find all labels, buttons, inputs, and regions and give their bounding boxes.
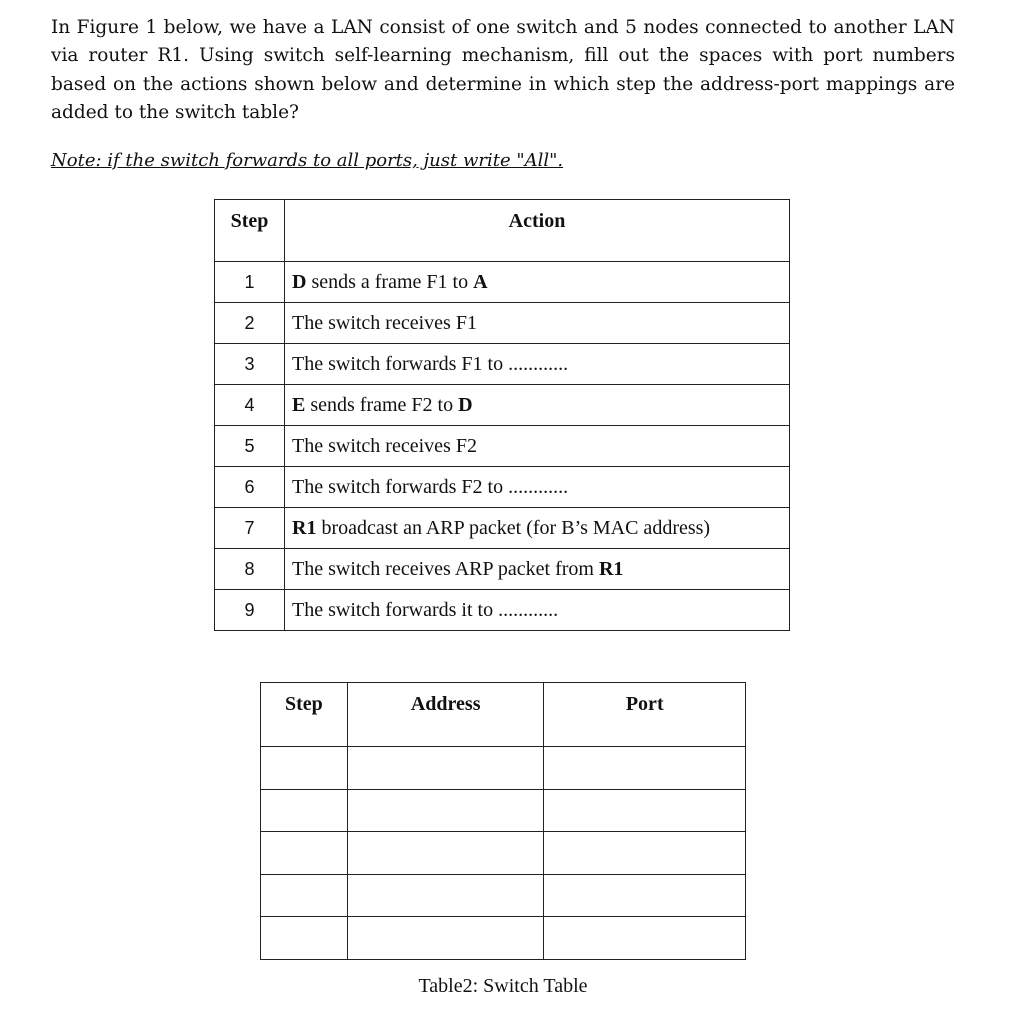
action-text xyxy=(285,344,790,385)
action-text xyxy=(285,508,790,549)
step-number: 5 xyxy=(215,426,285,467)
table-row xyxy=(215,426,790,467)
action-text xyxy=(285,385,790,426)
action-text xyxy=(285,303,790,344)
action-description: broadcast an ARP packet (for B’s MAC address) xyxy=(316,516,711,539)
action-text xyxy=(285,549,790,590)
port-cell[interactable] xyxy=(544,789,746,832)
action-text xyxy=(285,467,790,508)
step-number: 8 xyxy=(215,549,285,590)
table-row xyxy=(215,262,790,303)
step-cell[interactable] xyxy=(261,917,348,960)
port-cell[interactable] xyxy=(544,747,746,790)
step-number: 1 xyxy=(215,262,285,303)
action-description: The switch forwards F2 to ............ xyxy=(292,475,569,498)
table-row xyxy=(261,917,746,960)
action-text xyxy=(285,262,790,303)
question-text: In Figure 1 below, we have a LAN consist of one switch and 5 nodes connected to another LAN via router R1. Using switch self-learning mechanism, fill out the spaces with port numbers based on the actions shown below and determine in which step the address-port mappings are added to the switch table? xyxy=(51,17,955,123)
step-cell[interactable] xyxy=(261,747,348,790)
step-number: 2 xyxy=(215,303,285,344)
header-step: Step xyxy=(215,200,285,262)
table-row xyxy=(261,789,746,832)
action-description: sends a frame F1 to xyxy=(306,270,474,293)
address-cell[interactable] xyxy=(347,747,544,790)
action-description: The switch forwards it to ............ xyxy=(292,598,559,621)
action-target: R1 xyxy=(598,557,624,580)
port-cell[interactable] xyxy=(544,874,746,917)
action-subject: D xyxy=(292,270,307,293)
actions-table-header-row xyxy=(215,200,790,262)
action-description: sends frame F2 to xyxy=(305,393,459,416)
address-cell[interactable] xyxy=(347,917,544,960)
table-row xyxy=(215,467,790,508)
address-cell[interactable] xyxy=(347,832,544,875)
table-row xyxy=(261,747,746,790)
step-number: 4 xyxy=(215,385,285,426)
actions-table xyxy=(214,199,790,631)
action-description: The switch forwards F1 to ............ xyxy=(292,352,569,375)
table-row xyxy=(215,508,790,549)
switch-table xyxy=(260,682,746,960)
header-action: Action xyxy=(285,200,790,262)
table-row xyxy=(215,590,790,631)
step-number: 6 xyxy=(215,467,285,508)
action-description: The switch receives ARP packet from xyxy=(292,557,599,580)
action-text xyxy=(285,590,790,631)
action-text xyxy=(285,426,790,467)
table-row xyxy=(261,832,746,875)
action-subject: R1 xyxy=(292,516,317,539)
port-cell[interactable] xyxy=(544,832,746,875)
note-text: Note: if the switch forwards to all ports, just write "All". xyxy=(51,150,564,171)
action-description: The switch receives F2 xyxy=(292,434,477,457)
header-step: Step xyxy=(261,683,348,747)
table-row xyxy=(215,344,790,385)
step-cell[interactable] xyxy=(261,874,348,917)
action-target: D xyxy=(458,393,473,416)
table-caption: Table2: Switch Table xyxy=(418,975,588,997)
step-number: 7 xyxy=(215,508,285,549)
port-cell[interactable] xyxy=(544,917,746,960)
address-cell[interactable] xyxy=(347,789,544,832)
step-cell[interactable] xyxy=(261,789,348,832)
header-address: Address xyxy=(347,683,544,747)
step-number: 9 xyxy=(215,590,285,631)
table-row xyxy=(215,303,790,344)
address-cell[interactable] xyxy=(347,874,544,917)
table-row xyxy=(215,549,790,590)
switch-table-header-row xyxy=(261,683,746,747)
table-row xyxy=(215,385,790,426)
table-row xyxy=(261,874,746,917)
step-cell[interactable] xyxy=(261,832,348,875)
action-target: A xyxy=(473,270,488,293)
action-subject: E xyxy=(292,393,306,416)
step-number: 3 xyxy=(215,344,285,385)
header-port: Port xyxy=(544,683,746,747)
action-description: The switch receives F1 xyxy=(292,311,477,334)
